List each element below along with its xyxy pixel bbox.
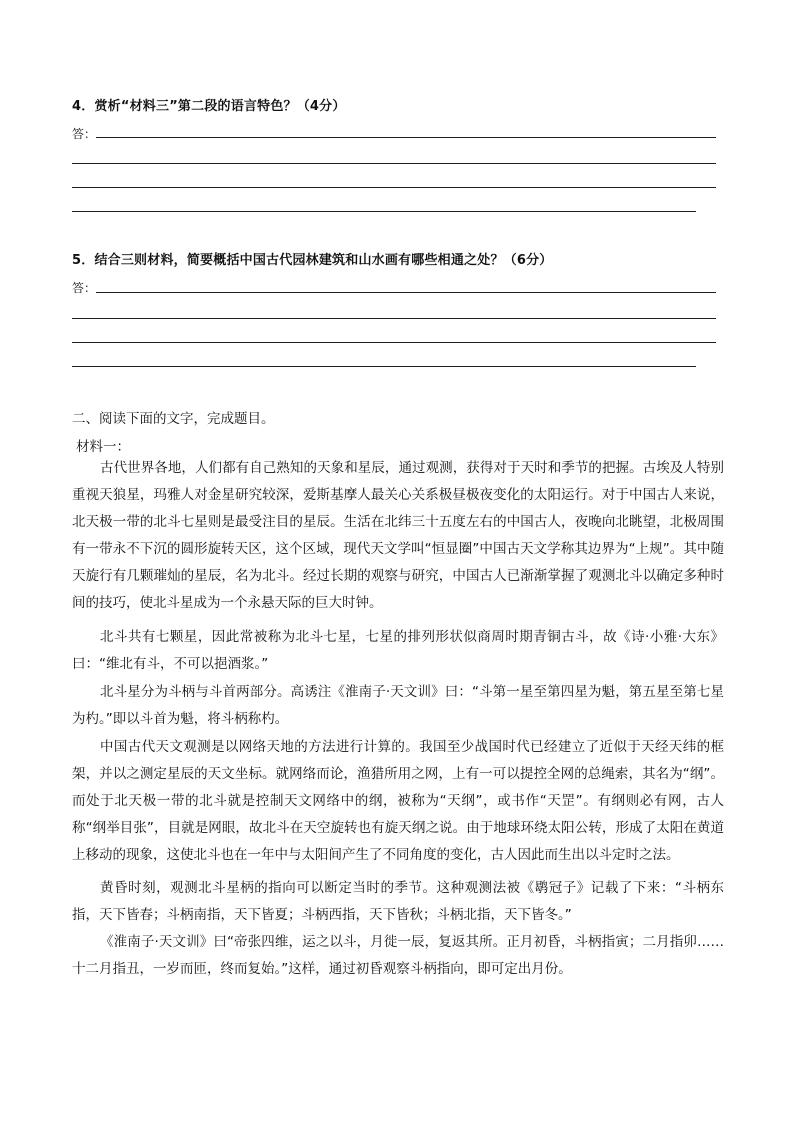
question-5: 5．结合三则材料，简要概括中国古代园林建筑和山水画有哪些相通之处？（6分）: [72, 253, 553, 268]
answer-line[interactable]: [72, 318, 716, 319]
answer-line[interactable]: [72, 187, 716, 188]
answer-line[interactable]: [96, 137, 716, 138]
paragraph: 黄昏时刻，观测北斗星柄的指向可以断定当时的季节。这种观测法被《鹖冠子》记载了下来：“斗柄东指，天下皆春；斗柄南指，天下皆夏；斗柄西指，天下皆秋；斗柄北指，天下皆冬。”: [72, 880, 724, 923]
paragraph: 北斗共有七颗星，因此常被称为北斗七星，七星的排列形状似商周时期青铜古斗，故《诗·小雅·大东》曰：“维北有斗，不可以挹酒浆。”: [72, 629, 724, 672]
paragraph: 古代世界各地，人们都有自己熟知的天象和星辰，通过观测，获得对于天时和季节的把握。古埃及人特别重视天狼星，玛雅人对金星研究较深，爱斯基摩人最关心关系极昼极夜变化的太阳运行。对于中国古人来说，北天极一带的北斗七星则是最受注目的星辰。生活在北纬三十五度左右的中国古人，夜晚向北眺望，北极周围有一带永不下沉的圆形旋转天区，这个区域，现代天文学叫“恒显圈”中国古天文学称其边界为“上规”。其中随天旋行有几颗璀灿的星辰，名为北斗。经过长期的观察与研究，中国古人已渐渐掌握了观测北斗以确定多种时间的技巧，使北斗星成为一个永悬天际的巨大时钟。: [72, 460, 724, 611]
answer-label-5: 答：: [72, 281, 97, 295]
answer-line[interactable]: [72, 163, 716, 164]
answer-line[interactable]: [96, 292, 716, 293]
answer-line[interactable]: [72, 342, 716, 343]
paragraph: 《淮南子·天文训》曰“帝张四维，运之以斗，月徙一辰，复返其所。正月初昏，斗柄指寅；二月指卯……十二月指丑，一岁而匝，终而复始。”这样，通过初昏观察斗柄指向，即可定出月份。: [72, 934, 724, 977]
section-heading: 二、阅读下面的文字，完成题目。: [72, 411, 275, 427]
material-label: 材料一：: [76, 439, 130, 455]
answer-label-4: 答：: [72, 127, 97, 141]
answer-line[interactable]: [72, 211, 696, 212]
paragraph: 北斗星分为斗柄与斗首两部分。高诱注《淮南子·天文训》曰：“斗第一星至第四星为魁，第五星至第七星为杓。”即以斗首为魁，将斗柄称杓。: [72, 684, 724, 727]
question-4: 4．赏析“材料三”第二段的语言特色？（4分）: [72, 99, 346, 114]
answer-line[interactable]: [72, 366, 696, 367]
paragraph: 中国古代天文观测是以网络天地的方法进行计算的。我国至少战国时代已经建立了近似于天经天纬的框架，并以之测定星辰的天文坐标。就网络而论，渔猎所用之网，上有一可以提控全网的总绳索，其名为“纲”。而处于北天极一带的北斗就是控制天文网络中的纲，被称为“天纲”，或书作“天罡”。有纲则必有网，古人称“纲举目张”，目就是网眼，故北斗在天空旋转也有旋天纲之说。由于地球环绕太阳公转，形成了太阳在黄道上移动的现象，这使北斗也在一年中与太阳间产生了不同角度的变化，古人因此而生出以斗定时之法。: [72, 739, 724, 863]
